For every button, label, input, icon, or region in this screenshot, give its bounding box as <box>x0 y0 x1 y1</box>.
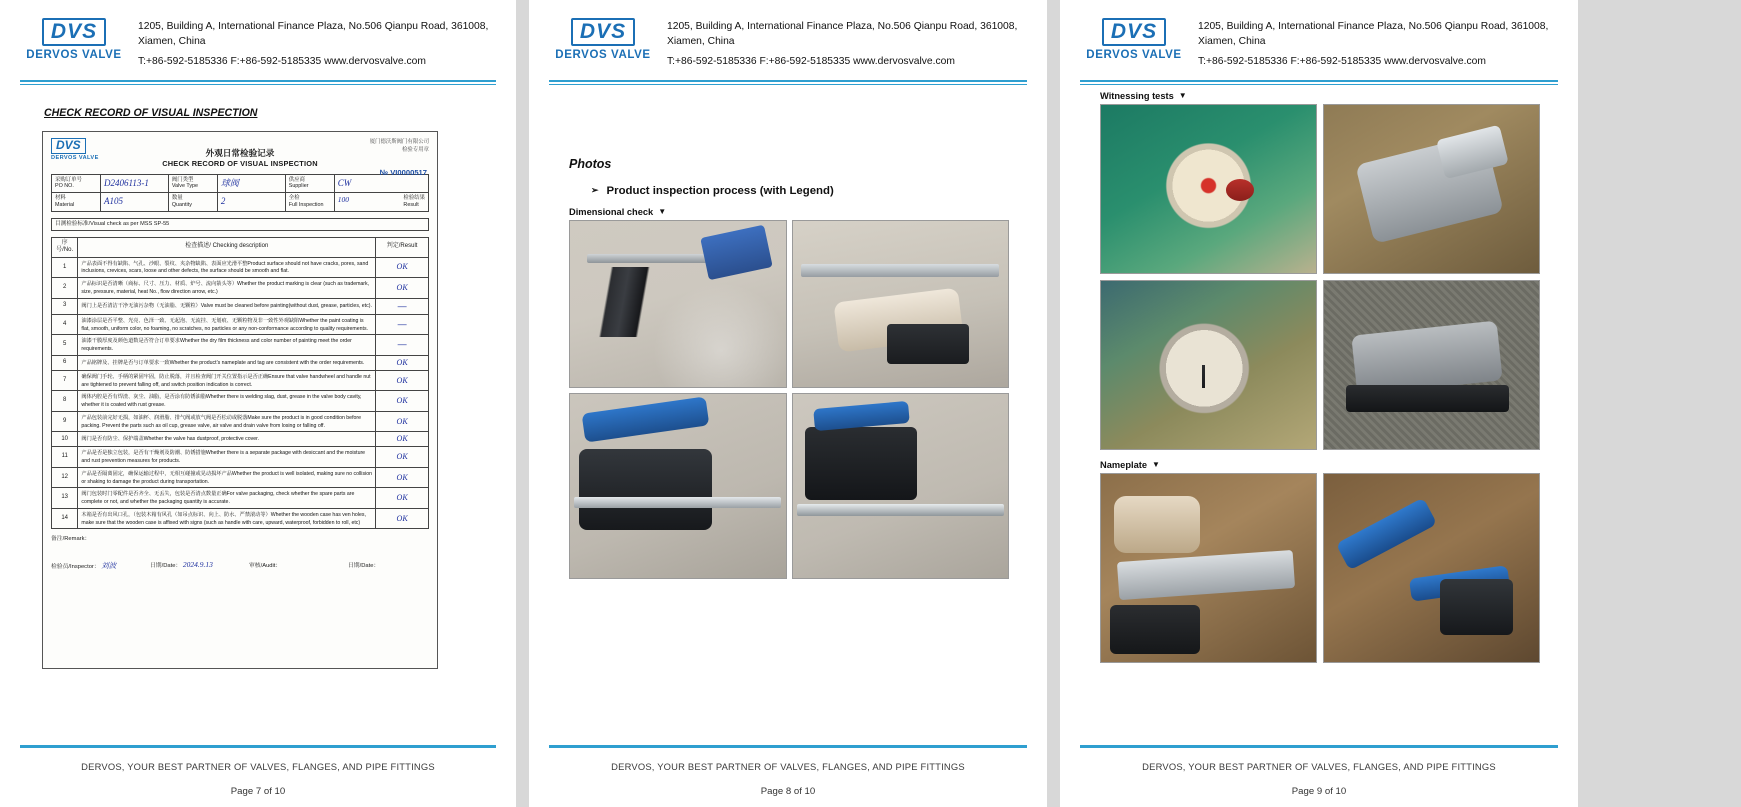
row-result: — <box>376 314 429 335</box>
checklist-table <box>51 237 429 530</box>
photos-title: Photos <box>569 156 612 171</box>
section-label: Nameplate <box>1100 459 1148 470</box>
row-no: 11 <box>52 447 78 468</box>
field-value-material: A105 <box>101 193 169 212</box>
photo-grid-nameplate <box>1100 473 1540 663</box>
label-cn: 阀门类型 <box>171 176 194 183</box>
footer-text: DERVOS, YOUR BEST PARTNER OF VALVES, FLANGES, AND PIPE FITTINGS <box>1142 761 1496 772</box>
row-no: 14 <box>52 508 78 529</box>
bullet-label: Product inspection process (with Legend) <box>606 184 834 197</box>
field-label-full-inspection <box>285 193 334 212</box>
inspector-value: 刘波 <box>101 561 117 571</box>
table-row <box>52 447 429 468</box>
remark-label: 备注/Remark： <box>51 536 91 543</box>
label-cn: 供应商 <box>288 176 305 183</box>
form-serial-number: 0000517 <box>397 167 427 177</box>
date-field-2 <box>348 560 429 571</box>
company-address: 1205, Building A, International Finance Plaza, No.506 Qianpu Road, 361008, Xiamen, China <box>1198 21 1549 47</box>
section-label: Witnessing tests <box>1100 90 1174 101</box>
logo-subtitle: DERVOS VALVE <box>555 49 651 61</box>
form-serial <box>380 168 427 177</box>
table-row <box>52 257 429 278</box>
row-result: OK <box>376 391 429 412</box>
photo-grid-witnessing <box>1100 104 1540 450</box>
row-desc: 产品包装前完好无损，如油杯、润滑脂、排气阀或放气阀是否松动或脱落Make sure the product is in good condition before packing. Prevent the parts such as oil cup, grease valve, air valve and drain valve from losing or falling off. <box>78 411 376 432</box>
table-row <box>52 411 429 432</box>
form-logo-sub: DERVOS VALVE <box>51 154 99 161</box>
col-header-result: 判定/Result <box>376 237 429 257</box>
chevron-down-icon[interactable]: ▼ <box>1178 91 1187 101</box>
header-rule-thin <box>549 84 1027 85</box>
row-desc: 油漆涂层是否平整、光亮、色泽一致、无起泡、无流挂、无划痕、无颗粒物及非一致性外观缺陷Whether the paint coating is flat, smooth, uniform color, no foaming, no scratches, no particles or any non-conformance according to quality requirements. <box>78 314 376 335</box>
row-desc: 产品是否是独立包装，是否有干燥剂及防潮、防锈措施Whether there is a separate package with desiccant and the moisture and rust prevention measures for products. <box>78 447 376 468</box>
photo-grid-dimensional <box>569 220 1009 579</box>
label-cn: 材料 <box>55 195 66 202</box>
date-label-1: 日期/Date： <box>150 563 182 570</box>
row-no: 8 <box>52 391 78 412</box>
row-desc: 产品表面不得有缺陷、气孔、沙眼、裂纹、夹杂物缺陷、表面应光滑平整Product surface should not have cracks, pores, sand inclusions, crevices, scars, loose and other defects, the surface should be smooth and flat. <box>78 257 376 278</box>
table-row <box>52 218 429 230</box>
row-no: 12 <box>52 467 78 488</box>
table-row <box>52 314 429 335</box>
footer-text: DERVOS, YOUR BEST PARTNER OF VALVES, FLANGES, AND PIPE FITTINGS <box>611 761 965 772</box>
page-gap <box>1047 0 1060 807</box>
logo-subtitle: DERVOS VALVE <box>26 49 122 61</box>
header-rule-thin <box>1080 84 1558 85</box>
document-page-8 <box>529 0 1047 807</box>
page-number: Page 7 of 10 <box>230 786 286 797</box>
field-value-valve-type: 球阀 <box>217 174 285 193</box>
stamp-line-1: 厦门德沃斯阀门有限公司 <box>369 138 429 145</box>
date-field-1 <box>150 560 231 571</box>
row-result: OK <box>376 370 429 391</box>
field-label-valve-type <box>168 174 217 193</box>
header-rule <box>549 80 1027 82</box>
label-en: PO NO. <box>55 183 74 190</box>
field-value-po: D2406113-1 <box>101 174 169 193</box>
footer-rule-thin <box>20 747 496 748</box>
photo-blue-handle-valve-caliper <box>569 393 787 579</box>
company-contact: T:+86-592-5185336 F:+86-592-5185335 www.dervosvalve.com <box>667 55 955 67</box>
row-result: OK <box>376 257 429 278</box>
form-logo <box>51 138 99 161</box>
inspection-form <box>42 131 438 669</box>
document-page-9 <box>1060 0 1578 807</box>
row-result: OK <box>376 411 429 432</box>
logo-mark: DVS <box>1102 18 1166 46</box>
table-row <box>52 488 429 509</box>
label-en: Quantity <box>171 201 192 208</box>
photo-vernier-measurement <box>792 220 1010 388</box>
stamp-line-2: 检验专用章 <box>402 146 429 153</box>
footer-rule-thin <box>549 747 1027 748</box>
row-result: — <box>376 335 429 356</box>
row-result: OK <box>376 467 429 488</box>
table-header-row <box>52 237 429 257</box>
field-value-full-inspection: 100 检验结果 Result <box>334 193 428 212</box>
field-value-supplier: CW <box>334 174 428 193</box>
row-result: OK <box>376 447 429 468</box>
row-result: OK <box>376 355 429 370</box>
label-cn: 数量 <box>171 195 183 202</box>
row-desc: 阀门包装时门零配件是否齐全、无丢失，包装是否清点数量正确For valve packaging, check whether the spare parts are complete or not, and whether the packaging quantity is accurate. <box>78 488 376 509</box>
table-row <box>52 391 429 412</box>
table-row <box>52 370 429 391</box>
row-desc: 油漆干膜厚度及颜色道数是否符合订单要求Whether the dry film thickness and color number of painting meet the order requirements. <box>78 335 376 356</box>
page-header <box>529 0 1047 70</box>
page-header <box>0 0 516 70</box>
page-number: Page 9 of 10 <box>1291 786 1347 797</box>
logo-mark: DVS <box>42 18 106 46</box>
company-logo <box>549 16 657 61</box>
field-value-quantity: 2 <box>217 193 285 212</box>
logo-mark: DVS <box>571 18 635 46</box>
page-footer <box>1060 745 1578 807</box>
date-label-2: 日期/Date： <box>348 563 380 570</box>
col-header-no: 序号/No. <box>52 237 78 257</box>
table-row <box>52 193 429 212</box>
row-desc: 确保阀门手轮、手柄的紧固牢固，防止脱落，并且检查阀门开关位置指示是否正确Ensure that valve handwheel and handle nut are tightened to prevent falling off, and switch position indication is correct. <box>78 370 376 391</box>
row-desc: 阀门上是否清洁干净无油污杂物（无油脂、无颗粒）Valve must be cleaned before painting(without dust, grease, particles, etc). <box>78 298 376 314</box>
label-cn: 全检 <box>288 195 300 202</box>
row-result: — <box>376 298 429 314</box>
page-footer <box>529 745 1047 807</box>
row-no: 7 <box>52 370 78 391</box>
header-rule <box>20 80 496 82</box>
table-row <box>52 335 429 356</box>
field-label-supplier <box>285 174 334 193</box>
form-standard-row <box>51 218 429 231</box>
chevron-down-icon[interactable]: ▼ <box>1152 460 1160 470</box>
chevron-down-icon[interactable]: ▼ <box>658 207 667 217</box>
page-header <box>1060 0 1578 70</box>
company-contact-block <box>1188 16 1558 70</box>
section-label: Dimensional check <box>569 206 654 217</box>
footer-text: DERVOS, YOUR BEST PARTNER OF VALVES, FLANGES, AND PIPE FITTINGS <box>81 761 435 772</box>
row-no: 13 <box>52 488 78 509</box>
standard-text: 目测检验标准/Visual check as per MSS SP-55 <box>52 218 429 230</box>
row-no: 5 <box>52 335 78 356</box>
bullet-item <box>591 185 1047 197</box>
table-row <box>52 467 429 488</box>
page-gap <box>516 0 529 807</box>
audit-field <box>249 560 330 571</box>
signature-row <box>51 560 429 571</box>
row-no: 9 <box>52 411 78 432</box>
header-rule <box>1080 80 1558 82</box>
row-result: OK <box>376 278 429 299</box>
table-row <box>52 174 429 193</box>
field-label-po <box>52 174 101 193</box>
date-value-1: 2024.9.13 <box>182 560 213 570</box>
row-no: 2 <box>52 278 78 299</box>
row-no: 4 <box>52 314 78 335</box>
form-heading-cn: 外观日常检验记录 <box>205 147 275 158</box>
table-row <box>52 278 429 299</box>
photo-end-to-end-measurement <box>792 393 1010 579</box>
row-desc: 产品标识是否清晰（商标、尺寸、压力、材质、炉号、流向箭头等）Whether the product marking is clear (such as trademark, size, pressure, material, heat No., flow direction arrow, etc.) <box>78 278 376 299</box>
field-label-quantity <box>168 193 217 212</box>
row-desc: 阀门是否有防尘、保护端盖Whether the valve has dustproof, protective cover. <box>78 432 376 447</box>
bullet-arrow-icon: ➢ <box>591 185 599 196</box>
label-en: Full Inspection <box>288 201 324 208</box>
row-desc: 木箱是否有出风口孔，（包装木箱有风孔（如吊点标识、向上、防水、严禁滚动等）Whether the wooden case has ven holes, make sure that the wooden case is affixed with signs (such as handle with care, upward, waterproof, forbidden to roll, etc) <box>78 508 376 529</box>
row-no: 3 <box>52 298 78 314</box>
table-row <box>52 298 429 314</box>
photo-analog-pressure-gauge <box>1100 280 1317 450</box>
form-serial-prefix: № VI <box>379 167 398 177</box>
photo-valve-marking-800lb <box>1323 104 1540 274</box>
company-address: 1205, Building A, International Finance Plaza, No.506 Qianpu Road, 361008, Xiamen, China <box>667 21 1018 47</box>
company-logo <box>20 16 128 61</box>
inspector-field <box>51 560 132 571</box>
company-address: 1205, Building A, International Finance Plaza, No.506 Qianpu Road, 361008, Xiamen, China <box>138 21 489 47</box>
photo-valve-body-caliper <box>569 220 787 388</box>
footer-rule-thin <box>1080 747 1558 748</box>
row-result: OK <box>376 488 429 509</box>
photo-packed-ball-valves <box>1323 473 1540 663</box>
label-cn: 采购订单号 <box>55 176 82 183</box>
table-row <box>52 508 429 529</box>
row-no: 1 <box>52 257 78 278</box>
section-witnessing-tests[interactable] <box>1100 91 1578 101</box>
row-result: OK <box>376 508 429 529</box>
row-desc: 产品是否隔离固定，确保运输过程中，无相互碰撞或晃动损坏产品Whether the product is well isolated, making sure no collision or shaking to damage the product during transportation. <box>78 467 376 488</box>
company-logo <box>1080 16 1188 61</box>
field-label-result: 检验结果 Result <box>403 195 425 208</box>
table-row <box>52 355 429 370</box>
row-no: 10 <box>52 432 78 447</box>
col-header-desc: 检查描述/ Checking description <box>78 237 376 257</box>
row-no: 6 <box>52 355 78 370</box>
form-field-table <box>51 174 429 212</box>
label-en: Valve Type <box>171 183 199 190</box>
company-contact: T:+86-592-5185336 F:+86-592-5185335 www.dervosvalve.com <box>138 55 426 67</box>
inspection-stamp <box>370 138 429 154</box>
inspector-label: 检验员/Inspector： <box>51 564 100 571</box>
photo-nameplate-tag-closeup <box>1100 473 1317 663</box>
section-dimensional-check[interactable] <box>569 207 1047 217</box>
company-contact: T:+86-592-5185336 F:+86-592-5185335 www.dervosvalve.com <box>1198 55 1486 67</box>
field-label-material <box>52 193 101 212</box>
company-contact-block <box>128 16 496 70</box>
section-nameplate[interactable] <box>1100 460 1578 470</box>
page-number: Page 8 of 10 <box>760 786 816 797</box>
photo-valve-pressure-test-chamber <box>1323 280 1540 450</box>
row-result: OK <box>376 432 429 447</box>
form-heading-en: CHECK RECORD OF VISUAL INSPECTION <box>162 158 318 168</box>
page-title: CHECK RECORD OF VISUAL INSPECTION <box>44 106 258 119</box>
company-contact-block <box>657 16 1027 70</box>
label-en: Material <box>55 201 75 208</box>
label-en: Supplier <box>288 183 309 190</box>
form-logo-mark: DVS <box>51 138 86 154</box>
row-desc: 阀体内腔是否有焊渣、灰尘、油脂，是否涂有防锈油脂Whether there is welding slag, dust, grease in the valve body cavity, whether it is coated with rust grease. <box>78 391 376 412</box>
document-page-7 <box>0 0 516 807</box>
photo-pressure-gauge-test-rig <box>1100 104 1317 274</box>
page-footer <box>0 745 516 807</box>
table-row <box>52 432 429 447</box>
logo-subtitle: DERVOS VALVE <box>1086 49 1182 61</box>
header-rule-thin <box>20 84 496 85</box>
audit-label: 审核/Audit： <box>249 563 282 570</box>
row-desc: 产品铭牌及、挂牌是否与订单要求一致Whether the product's nameplate and tag are consistent with the order requirements. <box>78 355 376 370</box>
